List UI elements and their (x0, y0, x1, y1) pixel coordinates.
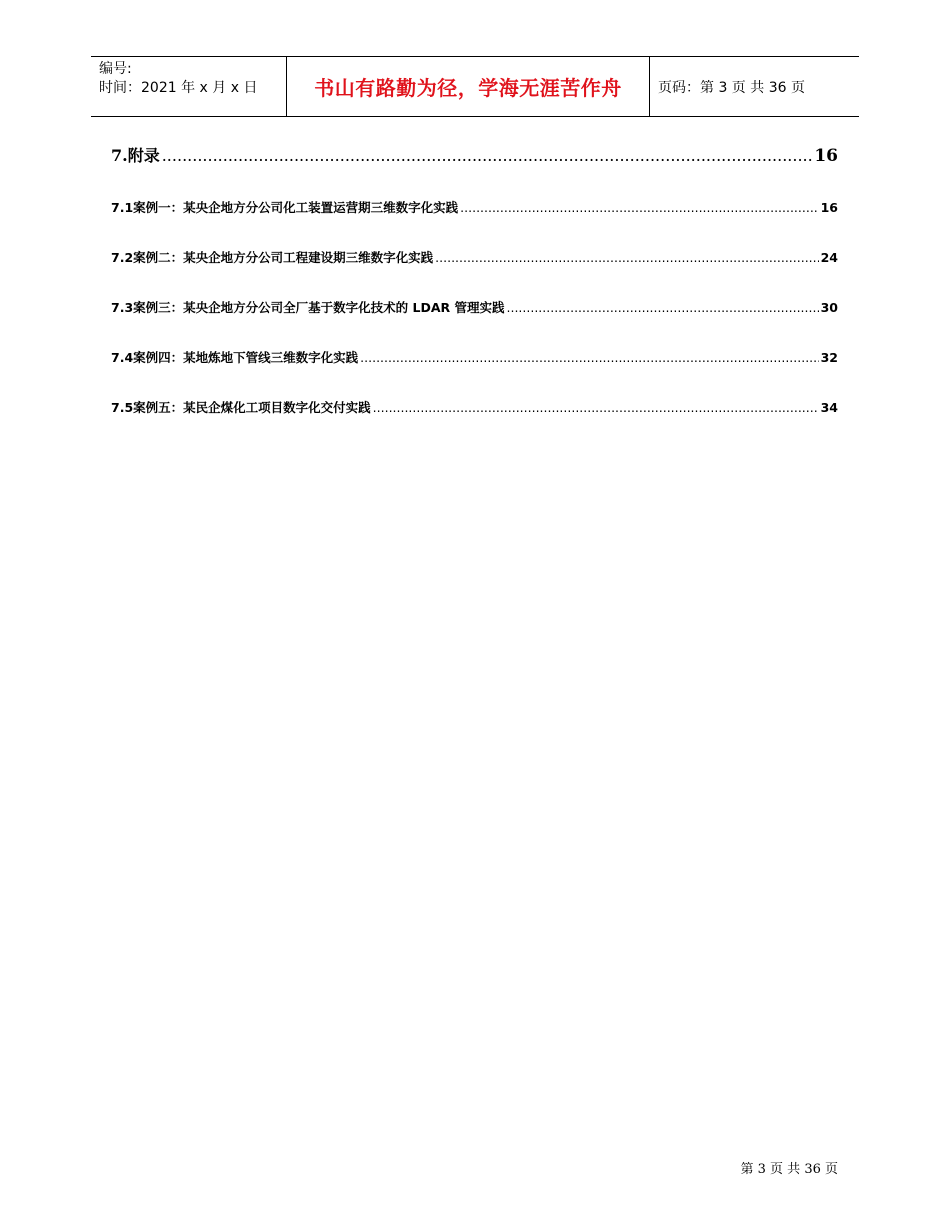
toc-section-number: 7. (111, 146, 128, 165)
doc-date-label: 时间：2021 年 x 月 x 日 (99, 80, 258, 96)
toc-entry-title: 案例三：某央企地方分公司全厂基于数字化技术的 LDAR 管理实践 (133, 300, 505, 315)
toc-entry-number: 7.1 (111, 200, 134, 215)
toc-dot-leader (507, 300, 819, 315)
toc-entry-title: 案例四：某地炼地下管线三维数字化实践 (133, 350, 359, 365)
header-motto-cell (286, 57, 650, 116)
toc-entry[interactable] (111, 298, 838, 316)
toc-dot-leader (373, 400, 819, 415)
toc-entry-page: 30 (820, 300, 838, 315)
toc-entry[interactable] (111, 198, 838, 216)
header-page-info: 页码：第 3 页 共 36 页 (658, 79, 805, 96)
header-page-cell (650, 57, 859, 116)
toc-entry-title: 案例二：某央企地方分公司工程建设期三维数字化实践 (133, 250, 434, 265)
toc-entry-number: 7.2 (111, 250, 134, 265)
toc-section-page: 16 (814, 146, 838, 166)
toc-entry-title: 案例一：某央企地方分公司化工装置运营期三维数字化实践 (133, 200, 459, 215)
toc-entry[interactable] (111, 248, 838, 266)
toc-entry[interactable] (111, 398, 838, 416)
toc-section-title: 附录 (127, 146, 160, 165)
toc-dot-leader (162, 146, 813, 165)
toc-entry-page: 32 (820, 350, 838, 365)
toc-dot-leader (435, 250, 818, 265)
toc-dot-leader (360, 350, 818, 365)
header-motto: 书山有路勤为径，学海无涯苦作舟 (314, 76, 622, 100)
toc-entry[interactable] (111, 348, 838, 366)
header-meta-cell (91, 57, 286, 116)
toc-entry-number: 7.5 (111, 400, 134, 415)
page-footer (741, 1158, 838, 1177)
toc-entry-title: 案例五：某民企煤化工项目数字化交付实践 (133, 400, 371, 415)
toc-entry-number: 7.4 (111, 350, 134, 365)
toc-entry-page: 34 (820, 400, 838, 415)
page-header (91, 56, 859, 117)
toc-entry-number: 7.3 (111, 300, 134, 315)
toc-entry-page: 16 (820, 200, 838, 215)
toc-dot-leader (460, 200, 818, 215)
footer-page-number: 第 3 页 共 36 页 (740, 1162, 838, 1177)
toc-section-entry[interactable] (111, 143, 838, 166)
toc-entry-page: 24 (820, 250, 838, 265)
doc-number-label: 编号: (99, 61, 132, 77)
